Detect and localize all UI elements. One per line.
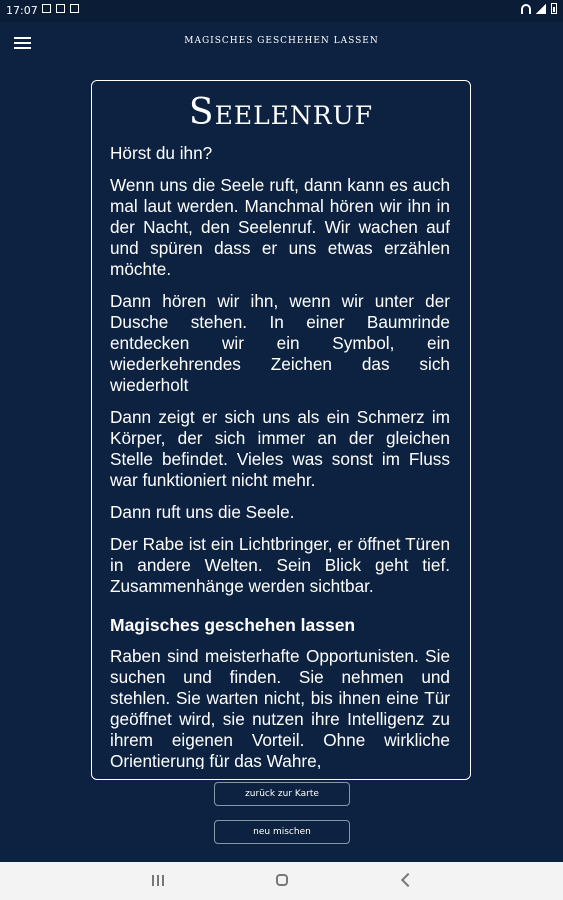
card-body-scroll[interactable]	[110, 143, 450, 769]
card-paragraph: Hörst du ihn?	[110, 143, 213, 163]
reshuffle-button[interactable]: neu mischen	[214, 820, 350, 844]
card-paragraph: Dann ruft uns die Seele.	[110, 502, 295, 522]
app-notification-icon	[70, 4, 79, 13]
app-title: MAGISCHES GESCHEHEN LASSEN	[184, 36, 379, 46]
battery-icon	[551, 3, 557, 14]
section-paragraph: Raben sind meisterhafte Opportunisten. Sie suchen und finden. Sie nehmen und stehlen. Sie warten nicht, bis ihnen eine Tür geöffnet wird, sie nutzen ihre Intelligenz zu ihrem eigenen Vorteil. Ohne wirkliche Orientierung für das Wahre,	[110, 646, 450, 769]
wifi-icon	[521, 4, 531, 14]
status-time: 17:07	[6, 4, 38, 17]
system-icons	[521, 3, 557, 14]
image-notification-icon	[42, 4, 51, 13]
card-title: Seelenruf	[188, 92, 374, 133]
app-bar	[0, 22, 563, 64]
system-nav-bar	[0, 862, 563, 900]
section-heading: Magisches geschehen lassen	[110, 615, 356, 635]
download-notification-icon	[56, 4, 65, 13]
card-paragraph: Dann hören wir ihn, wenn wir unter der Dusche stehen. In einer Baumrinde entdecken wir ein Symbol, ein wiederkehrendes Zeichen das sich wiederholt	[110, 291, 450, 395]
card-paragraph: Dann zeigt er sich uns als ein Schmerz im Körper, der sich immer an der gleichen Stelle befindet. Vieles was sonst im Fluss war funktioniert nicht mehr.	[110, 407, 450, 490]
home-icon[interactable]	[276, 874, 288, 886]
notification-icons	[42, 4, 79, 13]
recent-apps-icon[interactable]	[152, 875, 164, 886]
signal-icon	[536, 4, 546, 14]
back-icon[interactable]	[401, 873, 415, 887]
card-paragraph: Wenn uns die Seele ruft, dann kann es auch mal laut werden. Manchmal hören wir ihn in der Nacht, den Seelenruf. Wir wachen auf und spüren dass er uns etwas erzählen möchte.	[110, 175, 450, 279]
back-to-card-button[interactable]: zurück zur Karte	[214, 782, 350, 806]
content-card	[91, 80, 471, 780]
status-bar	[0, 0, 563, 22]
card-paragraph: Der Rabe ist ein Lichtbringer, er öffnet Türen in andere Welten. Sein Blick geht tief. Zusammenhänge werden sichtbar.	[110, 534, 450, 596]
